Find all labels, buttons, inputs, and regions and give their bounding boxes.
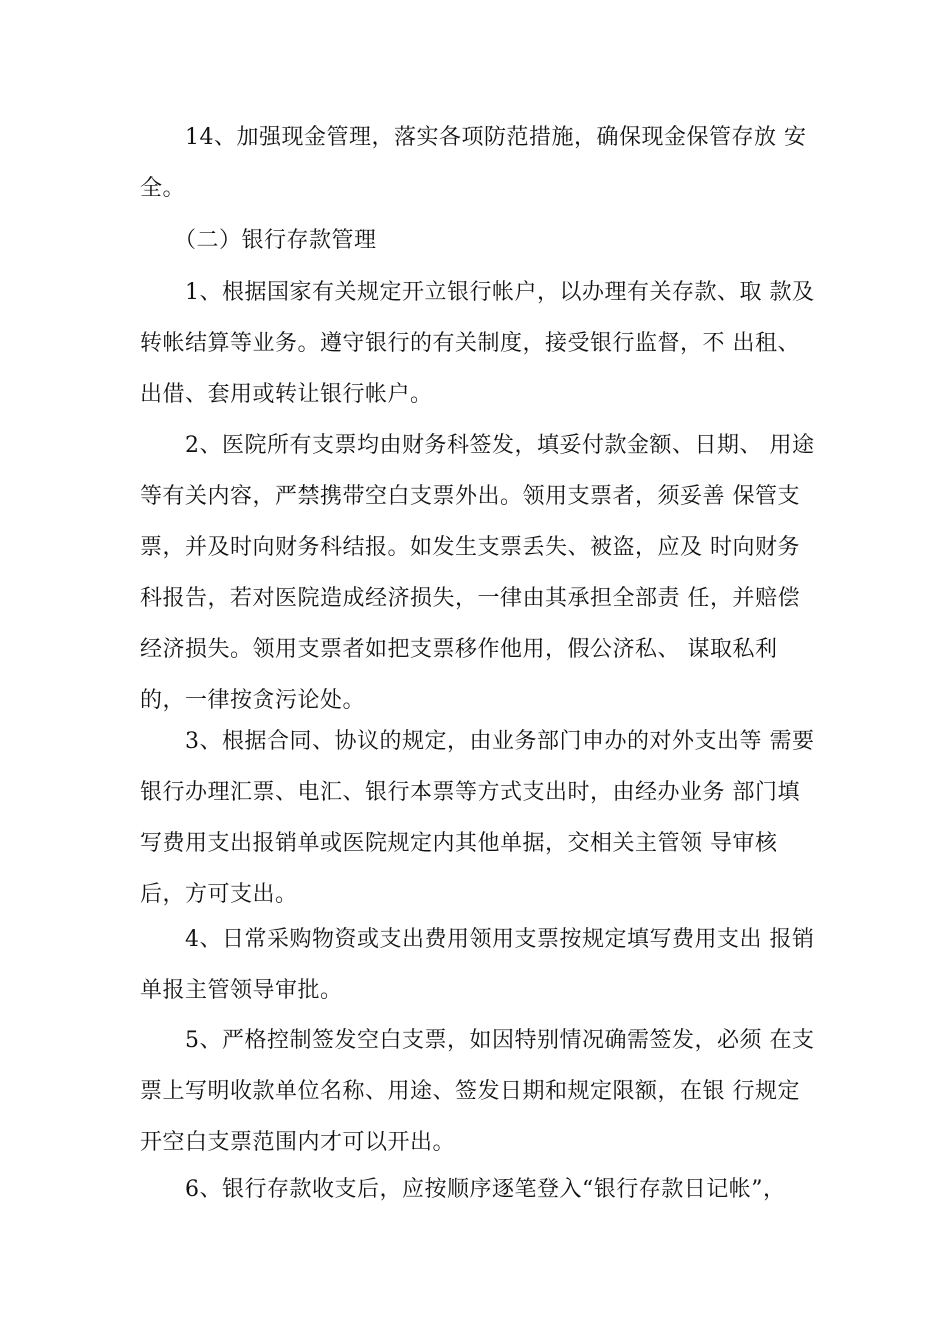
paragraph-5-blank-cheques	[140, 1015, 830, 1168]
paragraph-2-cheques	[140, 420, 830, 726]
text-line: 出借、套用或转让银行帐户。	[140, 382, 433, 407]
paragraph-1-bank-account	[140, 267, 830, 420]
text-line: 的，一律按贪污论处。	[140, 688, 366, 713]
text-line: 单报主管领导审批。	[140, 978, 343, 1003]
text-line: 14、加强现金管理，落实各项防范措施，确保现金保管存放 安	[140, 125, 807, 150]
text-line: 6、银行存款收支后，应按顺序逐笔登入“银行存款日记帐”，	[140, 1177, 786, 1202]
text-line: 2、医院所有支票均由财务科签发，填妥付款金额、日期、 用途	[140, 433, 815, 458]
text-line: 票上写明收款单位名称、用途、签发日期和规定限额，在银 行规定	[140, 1079, 800, 1104]
text-line: 等有关内容，严禁携带空白支票外出。领用支票者，须妥善 保管支	[140, 484, 800, 509]
paragraph-6-deposit-journal	[140, 1164, 830, 1215]
text-line: 3、根据合同、协议的规定，由业务部门申办的对外支出等 需要	[140, 729, 815, 754]
text-line: 票，并及时向财务科结报。如发生支票丢失、被盗，应及 时向财务	[140, 535, 800, 560]
paragraph-14-cash-safety	[140, 112, 830, 214]
section-heading: （二）银行存款管理	[140, 228, 377, 253]
text-line: 经济损失。领用支票者如把支票移作他用，假公济私、 谋取私利	[140, 637, 778, 662]
paragraph-4-purchasing	[140, 914, 830, 1016]
paragraph-3-external-payments	[140, 716, 830, 920]
text-line: 科报告，若对医院造成经济损失，一律由其承担全部责 任，并赔偿	[140, 586, 800, 611]
section-heading-bank-deposit	[140, 215, 830, 266]
text-line: 4、日常采购物资或支出费用领用支票按规定填写费用支出 报销	[140, 927, 815, 952]
text-line: 转帐结算等业务。遵守银行的有关制度，接受银行监督，不 出租、	[140, 331, 800, 356]
text-line: 开空白支票范围内才可以开出。	[140, 1130, 456, 1155]
text-line: 1、根据国家有关规定开立银行帐户，以办理有关存款、取 款及	[140, 280, 815, 305]
text-line: 5、严格控制签发空白支票，如因特别情况确需签发，必须 在支	[140, 1028, 815, 1053]
text-line: 后，方可支出。	[140, 882, 298, 907]
text-line: 写费用支出报销单或医院规定内其他单据，交相关主管领 导审核	[140, 831, 778, 856]
text-line: 全。	[140, 176, 186, 201]
text-line: 银行办理汇票、电汇、银行本票等方式支出时，由经办业务 部门填	[140, 780, 800, 805]
